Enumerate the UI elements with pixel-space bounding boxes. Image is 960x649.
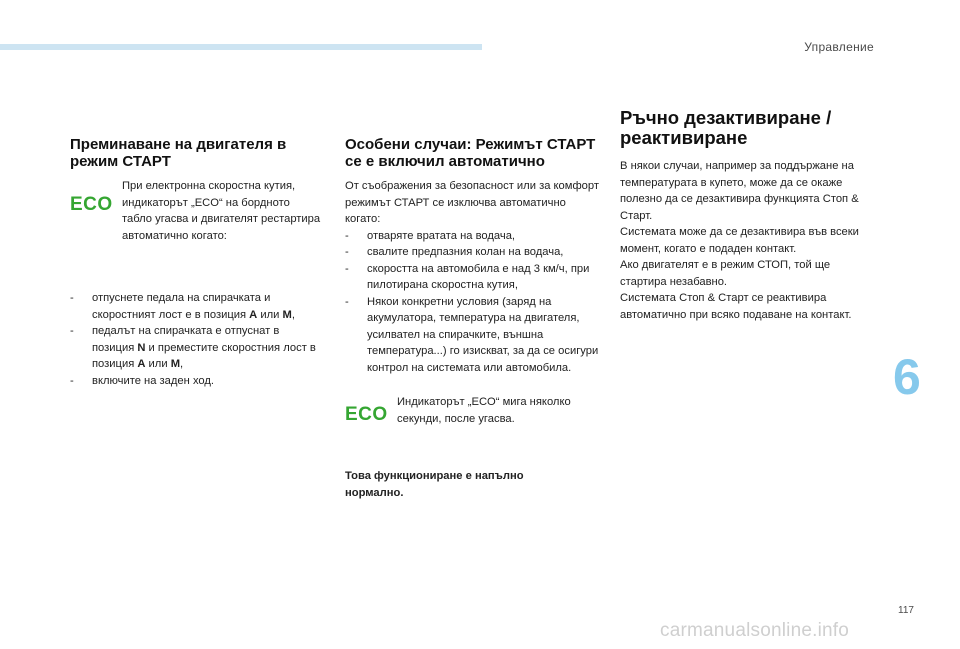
list-item: - отваряте вратата на водача, — [345, 228, 600, 245]
right-paragraph-2: Системата може да се дезактивира във всеки момент, когато е подаден контакт. — [620, 226, 859, 255]
right-paragraph-4: Системата Стоп & Старт се реактивира автоматично при всяко подаване на контакт. — [620, 292, 852, 321]
middle-intro: От съображения за безопасност или за комфорт режимът СТАРТ се изключва автоматично когато: — [345, 180, 599, 225]
list-item: - педалът на спирачката е отпуснат в позиция N и преместите скоростния лост в позиция A или M, — [70, 323, 320, 373]
list-item: - свалите предпазния колан на водача, — [345, 244, 600, 261]
eco-blink-text: Индикаторът „ECO“ мига няколко секунди, после угасва. — [397, 396, 571, 425]
left-intro: При електронна скоростна кутия, индикаторът „ECO“ на бордното табло угасва и двигателят рестартира автоматично когато: — [122, 180, 321, 242]
chapter-number: 6 — [893, 349, 921, 405]
list-item: - включите на заден ход. — [70, 373, 320, 390]
normal-operation-note: Това функциониране е напълно нормално. — [345, 470, 524, 499]
eco-icon: ECO — [70, 194, 113, 215]
middle-heading: Особени случаи: Режимът СТАРТ се е включил автоматично — [345, 136, 596, 170]
watermark: carmanualsonline.info — [660, 620, 850, 641]
eco-icon: ECO — [345, 404, 388, 425]
list-item: - отпуснете педала на спирачката и скоростният лост е в позиция A или M, — [70, 290, 320, 323]
list-item: - скоростта на автомобила е над 3 км/ч, при пилотирана скоростна кутия, — [345, 261, 600, 294]
section-title: Управление — [804, 40, 874, 54]
right-paragraph-1: В някои случаи, например за поддържане на температурата в купето, може да се окаже полезно да се дезактивира функцията Стоп & Старт. — [620, 160, 859, 222]
eco-indicator-row — [70, 178, 320, 272]
right-heading: Ръчно дезактивиране / реактивиране — [620, 107, 832, 148]
left-column — [70, 136, 320, 389]
left-list — [70, 290, 320, 389]
page-number: 117 — [898, 605, 914, 616]
left-heading: Преминаване на двигателя в режим СТАРТ — [70, 136, 287, 170]
list-item: - Някои конкретни условия (заряд на акумулатора, температура на двигателя, усилвател на спирачките, външна температура...) го изискват, за да се осигури контрол на системата или автомобила. — [345, 294, 600, 377]
header-accent-bar — [0, 44, 482, 50]
middle-column — [345, 136, 600, 501]
middle-list — [345, 228, 600, 377]
right-paragraph-3: Ако двигателят е в режим СТОП, той ще стартира незабавно. — [620, 259, 831, 288]
eco-blink-row — [345, 394, 600, 450]
right-column — [620, 108, 870, 323]
